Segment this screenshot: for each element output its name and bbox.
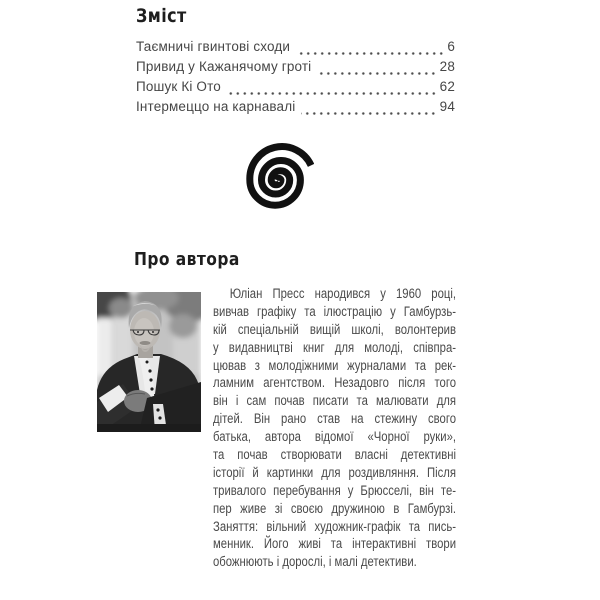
text-line: тривалого перебування у Брюсселі, він те- [213, 482, 457, 498]
eye [152, 331, 154, 333]
text-line: ламним агентством. Незадовго після того [213, 375, 457, 391]
text-line: Заняття: вільний художник-графік та пись- [213, 518, 457, 534]
moustache [140, 341, 151, 345]
dot-leader [301, 111, 437, 116]
text-line: Юліан Пресс народився у 1960 році, [229, 286, 457, 301]
toc-entry-page: 28 [439, 59, 455, 74]
toc-entry-page: 62 [439, 79, 455, 94]
toc-entry-page: 6 [447, 39, 455, 54]
text-line: цював з молодіжними журналами та рек- [213, 357, 457, 373]
text-line: історії й картинки для роздивляння. Після [213, 464, 457, 480]
toc-entry [136, 39, 455, 59]
table-of-contents [136, 39, 455, 119]
text-line: батька, автора відомої «Чорної руки», [213, 429, 457, 445]
text-line: у видавництві книг для молоді, співпра- [213, 339, 457, 355]
about-text [213, 285, 456, 571]
eye [137, 331, 139, 333]
text-line: менник. Його живі та інтерактивні твори [213, 536, 457, 552]
dot-leader [227, 91, 438, 96]
author-photo-svg [97, 292, 201, 432]
text-line: вивчав графіку та ілюстрацію у Гамбурзь- [213, 303, 457, 319]
arms-bottom [97, 424, 201, 432]
toc-heading: Зміст [136, 5, 187, 27]
toc-entry-title: Пошук Кі Ото [136, 79, 221, 94]
text-line: дітей. Він рано став на стежину свого [213, 411, 457, 427]
toc-entry [136, 59, 455, 79]
dot-leader [317, 71, 437, 76]
toc-entry [136, 79, 455, 99]
toc-entry-title: Таємничі гвинтові сходи [136, 39, 291, 54]
about-paragraph [213, 285, 456, 571]
toc-entry [136, 99, 455, 119]
about-heading: Про автора [134, 249, 240, 270]
toc-entry-title: Інтермеццо на карнавалі [136, 99, 296, 114]
author-photo [97, 292, 201, 432]
text-line: кій спеціальній вищій школі, волонтерив [213, 321, 457, 337]
text-line: та почав створювати власні детективні [213, 447, 457, 463]
toc-entry-page: 94 [439, 99, 455, 114]
text-line: обожнюють і дорослі, і малі детективи. [213, 554, 417, 570]
dot-leader [296, 51, 445, 56]
spiral-icon [244, 142, 314, 214]
toc-entry-title: Привид у Кажанячому гроті [136, 59, 312, 74]
text-line: пер живе зі своєю дружиною в Гамбурзі. [213, 500, 457, 516]
spiral-icon-svg [244, 142, 314, 214]
text-line: він і сам почав писати та малювати для [213, 393, 457, 409]
